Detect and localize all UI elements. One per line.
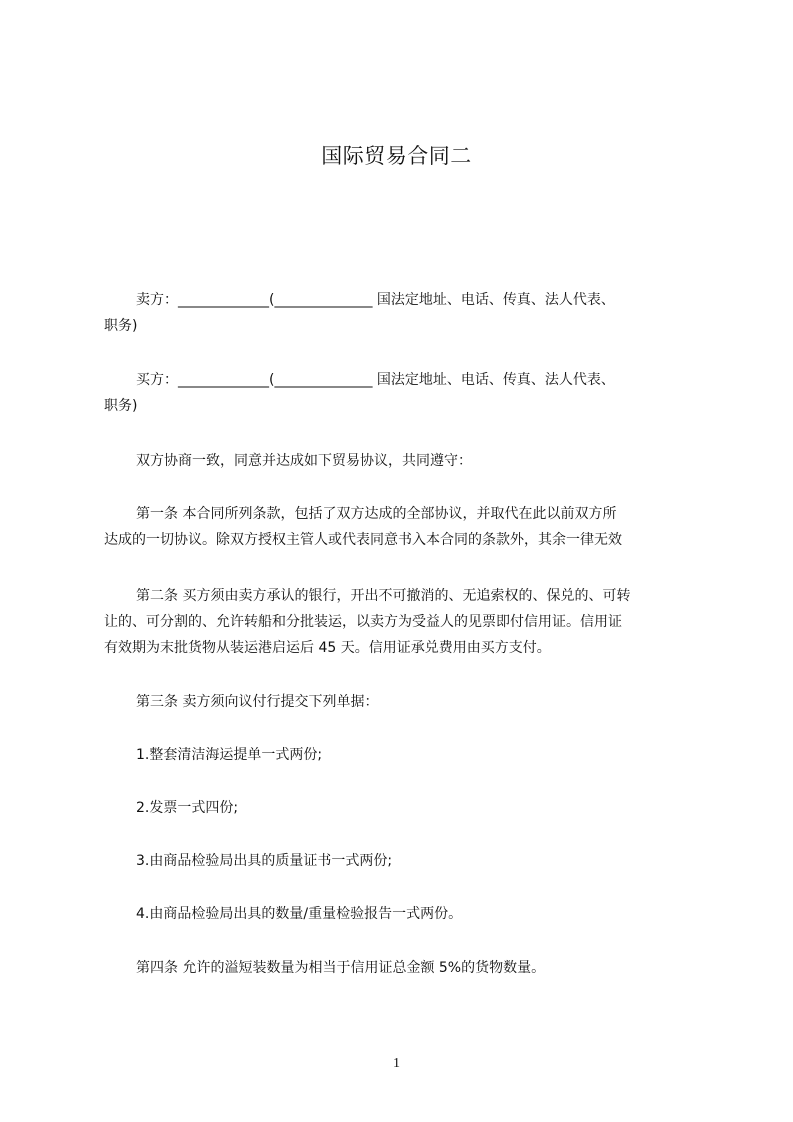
list-item	[104, 742, 700, 768]
buyer-paragraph	[104, 367, 700, 419]
article-1-line-2: 达成的一切协议。除双方授权主管人或代表同意书入本合同的条款外，其余一律无效	[104, 532, 622, 548]
document-item-4: 4.由商品检验局出具的数量/重量检验报告一式两份。	[136, 906, 463, 922]
article-4-line: 第四条 允许的溢短装数量为相当于信用证总金额 5%的货物数量。	[136, 960, 546, 976]
list-item	[104, 795, 700, 821]
article-1-line-1: 第一条 本合同所列条款，包括了双方达成的全部协议，并取代在此以前双方所	[136, 506, 617, 522]
article-4-paragraph	[104, 955, 700, 981]
document-item-2: 2.发票一式四份;	[136, 800, 239, 816]
article-3-line: 第三条 卖方须向议付行提交下列单据：	[136, 694, 379, 710]
buyer-line-1: 买方：_____________(______________ 国法定地址、电话、传真、法人代表、	[136, 372, 615, 388]
seller-line-2: 职务)	[104, 318, 138, 334]
seller-paragraph	[104, 287, 700, 339]
intro-paragraph	[104, 448, 700, 474]
document-title: 国际贸易合同二	[321, 144, 472, 168]
list-item	[104, 848, 700, 874]
article-2-paragraph	[104, 583, 700, 661]
article-2-line-1: 第二条 买方须由卖方承认的银行，开出不可撤消的、无追索权的、保兑的、可转	[136, 588, 631, 604]
article-3-paragraph	[104, 689, 700, 715]
page-number: 1	[393, 1056, 400, 1071]
document-item-1: 1.整套清洁海运提单一式两份;	[136, 747, 323, 763]
seller-line-1: 卖方：_____________(______________ 国法定地址、电话、传真、法人代表、	[136, 292, 615, 308]
article-2-line-2: 让的、可分割的、允许转船和分批装运，以卖方为受益人的见票即付信用证。信用证	[104, 614, 622, 630]
document-item-3: 3.由商品检验局出具的质量证书一式两份;	[136, 853, 393, 869]
buyer-line-2: 职务)	[104, 398, 138, 414]
intro-line: 双方协商一致，同意并达成如下贸易协议，共同遵守：	[136, 453, 472, 469]
article-2-line-3: 有效期为末批货物从装运港启运后 45 天。信用证承兑费用由买方支付。	[104, 640, 551, 656]
list-item	[104, 901, 700, 927]
article-1-paragraph	[104, 501, 700, 553]
